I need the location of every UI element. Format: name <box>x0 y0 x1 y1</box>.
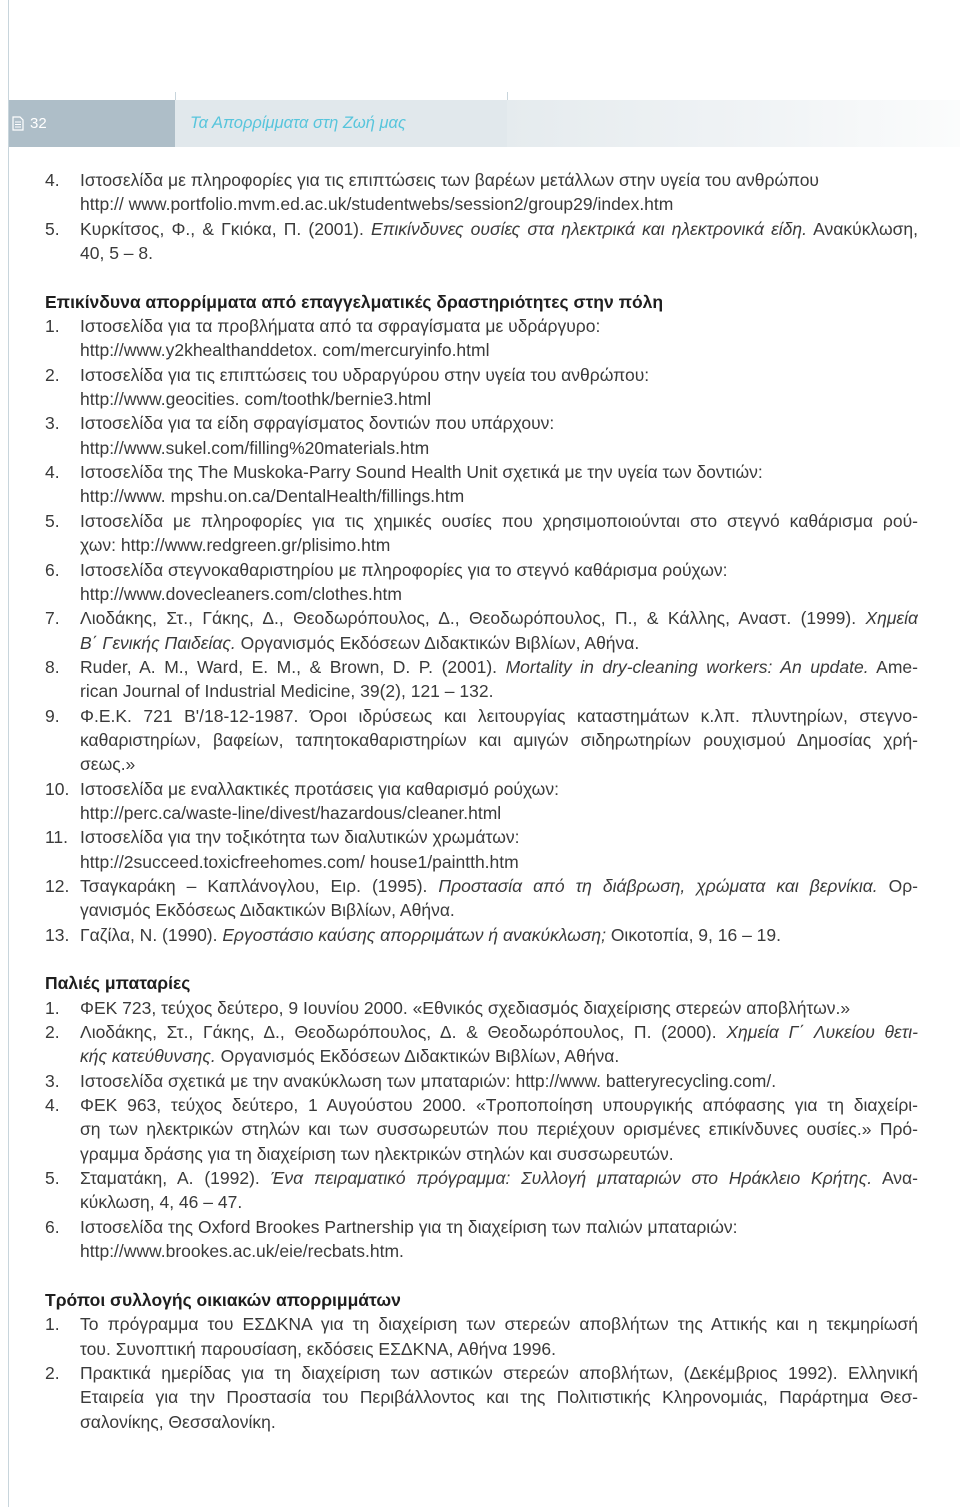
reference-line <box>80 558 918 582</box>
page-number: 32 <box>30 115 47 132</box>
item-number: 6. <box>45 1216 60 1237</box>
item-number: 1. <box>45 997 60 1018</box>
reference-item <box>0 411 960 460</box>
italic-title: Mortality in dry-cleaning workers: An update. <box>505 656 869 677</box>
reference-line <box>80 1239 918 1263</box>
section-heading: Επικίνδυνα απορρίμματα από επαγγελματικές δραστηριότητες στην πόλη <box>45 291 664 312</box>
reference-list <box>0 168 960 1434</box>
line-text: Ιστοσελίδα σχετικά με την ανακύκλωση των μπαταριών: http://www. batteryrecycling.com/. <box>80 1070 777 1091</box>
line-text: Οργανισμός Εκδόσεων Διδακτικών Βιβλίων, Αθήνα. <box>215 1046 620 1067</box>
header-bar-fill <box>507 100 960 147</box>
reference-item <box>0 363 960 412</box>
reference-line <box>80 192 918 216</box>
line-text: Ιστοσελίδα για τις επιπτώσεις του υδραργύρου στην υγεία του ανθρώπου: <box>80 364 650 385</box>
line-text: γραμμα δράσης για τη διαχείριση των ηλεκτρικών στηλών και συσσωρευτών. <box>80 1143 674 1164</box>
line-text: http://perc.ca/waste-line/divest/hazardous/cleaner.html <box>80 802 502 823</box>
line-text: Λιοδάκης, Στ., Γάκης, Δ., Θεοδωρόπουλος, Δ. & Θεοδωρόπουλος, Π. (2000). <box>80 1022 727 1043</box>
italic-title: Χημεία <box>865 608 918 629</box>
page-icon <box>12 116 24 131</box>
reference-section <box>0 1288 960 1434</box>
reference-item <box>0 1020 960 1069</box>
italic-title: Β΄ Γενικής Παιδείας. <box>80 632 236 653</box>
reference-item <box>0 168 960 217</box>
line-text: Κυρκίτσος, Φ., & Γκιόκα, Π. (2001). <box>80 218 372 239</box>
item-number: 4. <box>45 462 60 483</box>
reference-line <box>80 1190 918 1214</box>
reference-section <box>0 971 960 1263</box>
line-text: http://www.y2khealthanddetox. com/mercuryinfo.html <box>80 340 490 361</box>
line-text: Πρακτικά ημερίδας για τη διαχείριση των αστικών στερεών αποβλήτων, (Δεκέμβριος 1992). Ελληνική <box>80 1362 918 1383</box>
line-text: 40, 5 – 8. <box>80 243 153 264</box>
reference-line <box>80 387 918 411</box>
reference-line <box>80 704 918 728</box>
reference-item <box>0 217 960 266</box>
line-text: του. Συνοπτική παρουσίαση, εκδόσεις ΕΣΔΚΝΑ, Αθήνα 1996. <box>80 1338 556 1359</box>
line-text: rican Journal of Industrial Medicine, 39(2), 121 – 132. <box>80 681 494 702</box>
reference-line <box>80 460 918 484</box>
reference-item <box>0 314 960 363</box>
line-text: ΦΕΚ 723, τεύχος δεύτερο, 9 Ιουνίου 2000. «Εθνικός σχεδιασμός διαχείρισης στερεών αποβλήτων.» <box>80 997 851 1018</box>
line-text: Ιστοσελίδα με πληροφορίες για τις χημικές ουσίες που χρησιμοποιούνται στο στεγνό καθάρισμα ρού- <box>80 510 918 531</box>
line-text: ΦΕΚ 963, τεύχος δεύτερο, 1 Αυγούστου 2000. «Τροποποίηση υπουργικής απόφασης για τη διαχείρι- <box>80 1095 918 1116</box>
line-text: Οικοτοπία, 9, 16 – 19. <box>605 924 781 945</box>
item-number: 1. <box>45 316 60 337</box>
line-text: Ame- <box>868 656 918 677</box>
line-text: Σταματάκη, Α. (1992). <box>80 1168 271 1189</box>
line-text: κύκλωση, 4, 46 – 47. <box>80 1192 243 1213</box>
item-number: 4. <box>45 170 60 190</box>
reference-line <box>80 533 918 557</box>
italic-title: Ένα πειραματικό πρόγραμμα: Συλλογή μπαταριών στο Ηράκλειο Κρήτης. <box>270 1168 873 1189</box>
reference-line <box>80 996 918 1020</box>
line-text: Το πρόγραμμα του ΕΣΔΚΝΑ για τη διαχείριση των στερεών αποβλήτων της Αττικής και η τεκμηρίωσή <box>80 1314 918 1335</box>
reference-line <box>80 1361 918 1385</box>
reference-item <box>0 655 960 704</box>
reference-item <box>0 1069 960 1093</box>
reference-line <box>80 338 918 362</box>
reference-line <box>80 1312 918 1336</box>
section-heading: Τρόποι συλλογής οικιακών απορριμμάτων <box>45 1289 401 1310</box>
reference-item <box>0 1093 960 1166</box>
reference-line <box>80 631 918 655</box>
header-divider-tick <box>175 92 176 100</box>
line-text: Ιστοσελίδα για τα προβλήματα από τα σφραγίσματα με υδράργυρο: <box>80 316 601 337</box>
reference-line <box>80 1069 918 1093</box>
reference-line <box>80 411 918 435</box>
item-number: 5. <box>45 1168 60 1189</box>
reference-line <box>80 1166 918 1190</box>
line-text: Ορ- <box>877 875 918 896</box>
reference-line <box>80 606 918 630</box>
reference-line <box>80 582 918 606</box>
item-number: 11. <box>45 827 69 848</box>
line-text: http://www.sukel.com/filling%20materials.htm <box>80 437 430 458</box>
line-text: http://www. mpshu.on.ca/DentalHealth/fillings.htm <box>80 486 465 507</box>
item-number: 8. <box>45 656 60 677</box>
line-text: ση των ηλεκτρικών στηλών και των συσσωρευτών που περιέχουν ορισμένες επικίνδυνες ουσίες.» Πρό- <box>80 1119 918 1140</box>
reference-item <box>0 606 960 655</box>
reference-line <box>80 874 918 898</box>
header-divider-tick <box>507 92 508 100</box>
italic-title: κής κατεύθυνσης. <box>80 1046 216 1067</box>
reference-line <box>80 314 918 338</box>
item-number: 2. <box>45 364 60 385</box>
reference-line <box>80 679 918 703</box>
reference-line <box>80 777 918 801</box>
reference-item <box>0 923 960 947</box>
line-text: http://www.geocities. com/toothk/bernie3.html <box>80 389 432 410</box>
reference-line <box>80 436 918 460</box>
item-number: 1. <box>45 1314 60 1335</box>
line-text: http://2succeed.toxicfreehomes.com/ house1/paintth.htm <box>80 851 519 872</box>
line-text: Ruder, A. M., Ward, E. M., & Brown, D. P. (2001). <box>80 656 506 677</box>
line-text: Ιστοσελίδα για τα είδη σφραγίσματος δοντιών που υπάρχουν: <box>80 413 555 434</box>
reference-line <box>80 1385 918 1409</box>
line-text: Ιστοσελίδα με πληροφορίες για τις επιπτώσεις των βαρέων μετάλλων στην υγεία του ανθρώπου <box>80 170 820 190</box>
line-text: Ιστοσελίδα στεγνοκαθαριστηρίου με πληροφορίες για το στεγνό καθάρισμα ρούχων: <box>80 559 728 580</box>
reference-item <box>0 704 960 777</box>
line-text: σεως.» <box>80 754 136 775</box>
item-number: 5. <box>45 510 60 531</box>
italic-title: Χημεία Γ΄ Λυκείου θετι- <box>726 1022 918 1043</box>
reference-section <box>0 168 960 265</box>
reference-item <box>0 509 960 558</box>
reference-item <box>0 874 960 923</box>
line-text: Ιστοσελίδα της The Muskoka-Parry Sound Health Unit σχετικά με την υγεία των δοντιών: <box>80 462 763 483</box>
reference-item <box>0 1215 960 1264</box>
running-header <box>9 100 960 147</box>
item-number: 6. <box>45 559 60 580</box>
item-number: 10. <box>45 778 70 799</box>
item-number: 2. <box>45 1022 60 1043</box>
reference-line <box>80 1020 918 1044</box>
line-text: Ιστοσελίδα της Oxford Brookes Partnership για τη διαχείριση των παλιών μπαταριών: <box>80 1216 738 1237</box>
item-number: 13. <box>45 924 70 945</box>
reference-item <box>0 1166 960 1215</box>
reference-line <box>80 363 918 387</box>
reference-line <box>80 509 918 533</box>
reference-section <box>0 290 960 947</box>
reference-line <box>80 217 918 241</box>
reference-item <box>0 1312 960 1361</box>
reference-line <box>80 825 918 849</box>
reference-line <box>80 728 918 752</box>
line-text: Φ.Ε.Κ. 721 Β'/18-12-1987. Όροι ιδρύσεως και λειτουργίας καταστημάτων κ.λπ. πλυντηρίων, στεγνο- <box>80 705 918 726</box>
italic-title: Επικίνδυνες ουσίες στα ηλεκτρικά και ηλεκτρονικά είδη. <box>371 218 807 239</box>
reference-item <box>0 777 960 826</box>
reference-line <box>80 801 918 825</box>
section-heading: Παλιές μπαταρίες <box>45 973 191 994</box>
line-text: σαλονίκης, Θεσσαλονίκη. <box>80 1411 276 1432</box>
reference-line <box>80 484 918 508</box>
line-text: Οργανισμός Εκδόσεων Διδακτικών Βιβλίων, Αθήνα. <box>235 632 640 653</box>
page-number-box <box>9 100 175 147</box>
reference-line <box>80 1093 918 1117</box>
line-text: Ανακύκλωση, <box>806 218 918 239</box>
line-text: καθαριστηρίων, βαφείων, ταπητοκαθαριστηρίων και αμιγών σιδηρωτηρίων ρουχισμού Δημοσίας χρή- <box>80 729 918 750</box>
reference-line <box>80 655 918 679</box>
item-number: 5. <box>45 218 60 239</box>
running-title: Τα Απορρίμματα στη Ζωή μας <box>190 114 406 132</box>
reference-line <box>80 1044 918 1068</box>
item-number: 9. <box>45 705 60 726</box>
item-number: 7. <box>45 608 60 629</box>
line-text: Γαζίλα, Ν. (1990). <box>80 924 223 945</box>
reference-line <box>80 1117 918 1141</box>
line-text: http://www.dovecleaners.com/clothes.htm <box>80 583 402 604</box>
line-text: http://www.brookes.ac.uk/eie/recbats.htm. <box>80 1241 404 1262</box>
item-number: 3. <box>45 1070 60 1091</box>
reference-line <box>80 752 918 776</box>
reference-item <box>0 558 960 607</box>
line-text: Ιστοσελίδα με εναλλακτικές προτάσεις για καθαρισμό ρούχων: <box>80 778 559 799</box>
item-number: 12. <box>45 875 70 896</box>
line-text: http:// www.portfolio.mvm.ed.ac.uk/studentwebs/session2/group29/index.htm <box>80 194 674 215</box>
line-text: χων: http://www.redgreen.gr/plisimo.htm <box>80 535 391 556</box>
reference-line <box>80 898 918 922</box>
reference-line <box>80 850 918 874</box>
italic-title: Εργοστάσιο καύσης απορριμάτων ή ανακύκλωση; <box>222 924 606 945</box>
reference-line <box>80 1142 918 1166</box>
reference-line <box>80 168 918 192</box>
reference-line <box>80 923 918 947</box>
reference-line <box>80 241 918 265</box>
line-text: Ανα- <box>872 1168 918 1189</box>
reference-item <box>0 460 960 509</box>
line-text: γανισμός Εκδόσεως Διδακτικών Βιβλίων, Αθήνα. <box>80 900 455 921</box>
item-number: 3. <box>45 413 60 434</box>
reference-item <box>0 1361 960 1434</box>
italic-title: Προστασία από τη διάβρωση, χρώματα και βερνίκια. <box>438 875 878 896</box>
line-text: Ιστοσελίδα για την τοξικότητα των διαλυτικών χρωμάτων: <box>80 827 520 848</box>
item-number: 4. <box>45 1095 60 1116</box>
reference-item <box>0 996 960 1020</box>
line-text: Λιοδάκης, Στ., Γάκης, Δ., Θεοδωρόπουλος, Δ., Θεοδωρόπουλος, Π., & Κάλλης, Αναστ. (1999). <box>80 608 866 629</box>
reference-line <box>80 1215 918 1239</box>
reference-line <box>80 1337 918 1361</box>
line-text: Τσαγκαράκη – Καπλάνογλου, Ειρ. (1995). <box>80 875 439 896</box>
line-text: Εταιρεία για την Προστασία του Περιβάλλοντος και της Πολιτιστικής Κληρονομιάς, Παράρτημα Θεσ- <box>80 1387 918 1408</box>
reference-item <box>0 825 960 874</box>
running-title-box <box>175 100 507 147</box>
reference-line <box>80 1410 918 1434</box>
item-number: 2. <box>45 1362 60 1383</box>
